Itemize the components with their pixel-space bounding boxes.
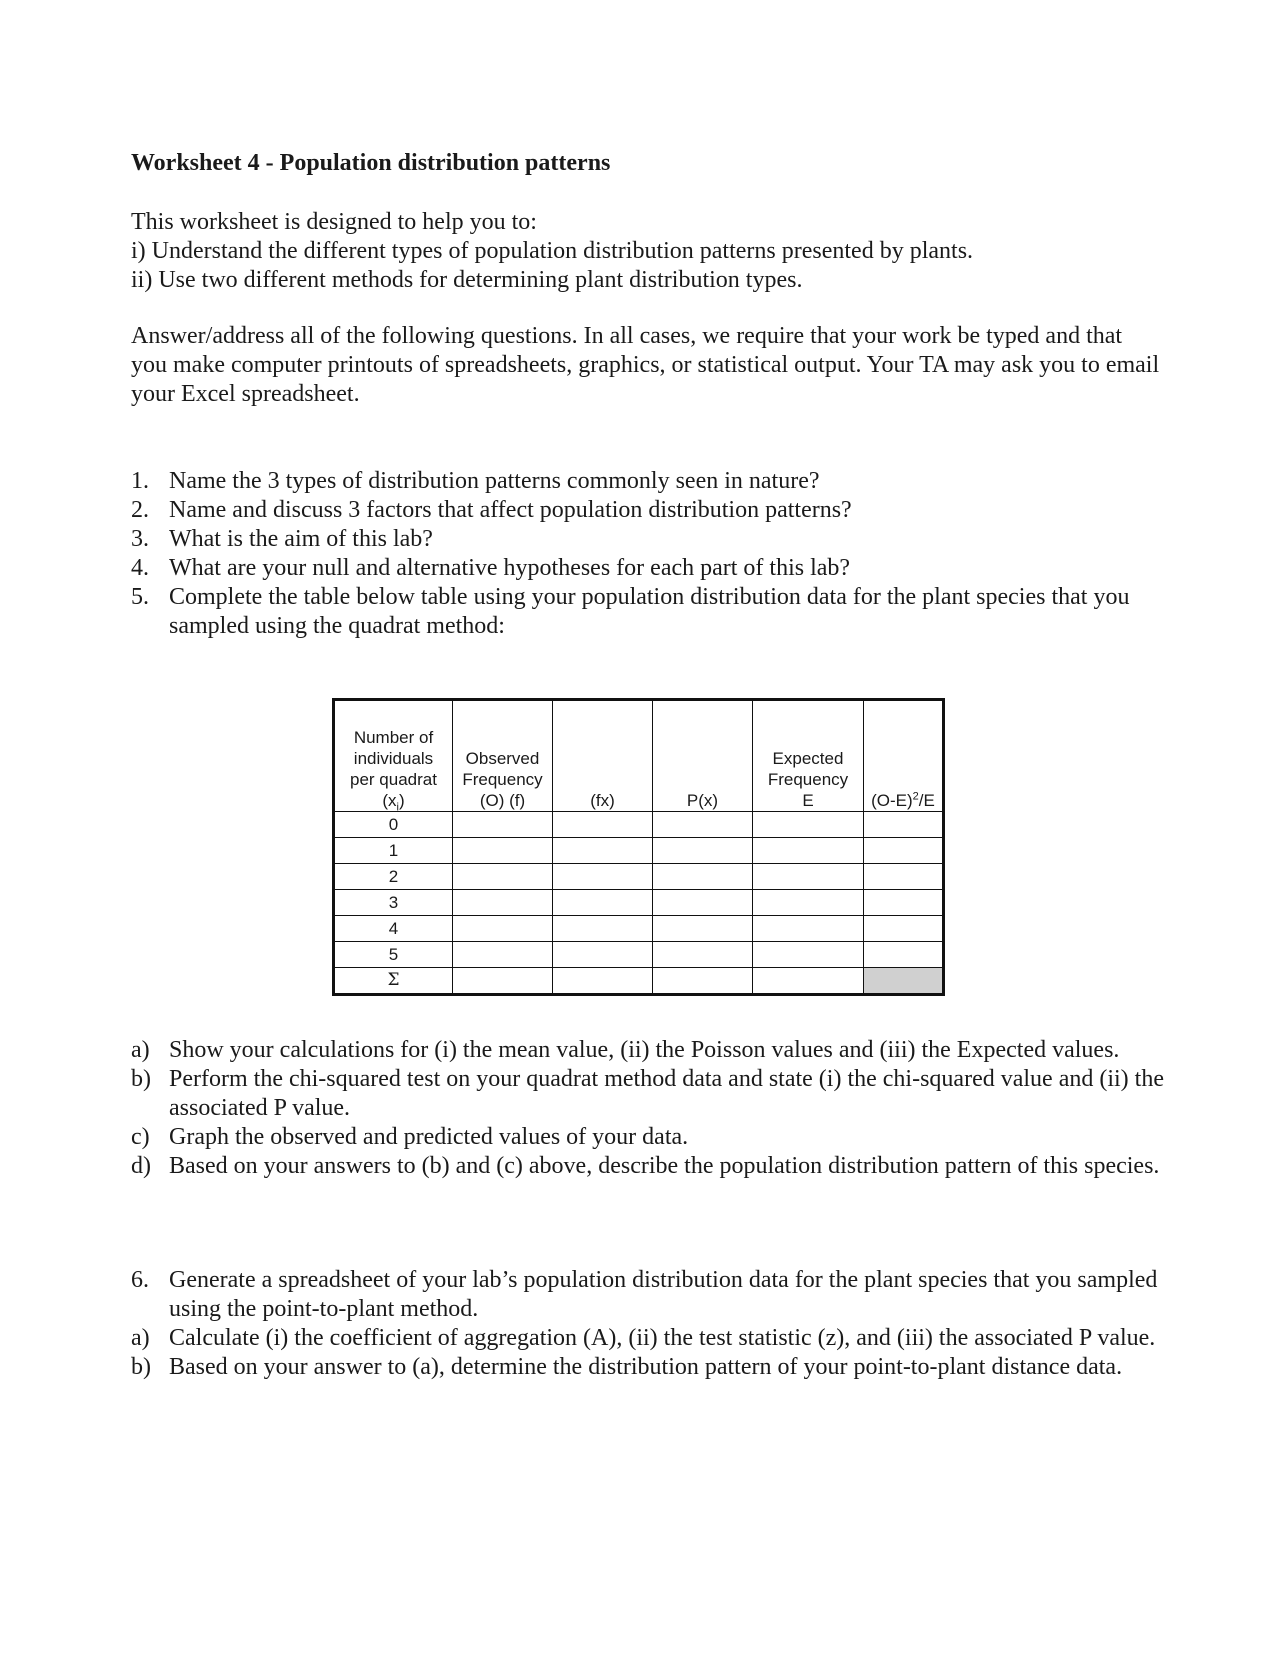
table-row <box>334 942 944 968</box>
header-text: (O-E) <box>871 791 913 810</box>
empty-cell <box>753 968 864 995</box>
empty-cell <box>553 838 653 864</box>
item-text: Show your calculations for (i) the mean value, (ii) the Poisson values and (iii) the Expected values. <box>169 1037 1120 1063</box>
empty-cell <box>553 916 653 942</box>
header-line: E <box>802 791 814 810</box>
question-list <box>131 467 1171 641</box>
question-6-list <box>131 1266 1171 1382</box>
item-text: Generate a spreadsheet of your lab’s population distribution data for the plant species that you sampled using the point-to-plant method. <box>169 1267 1158 1322</box>
intro-line: This worksheet is designed to help you to: <box>131 209 537 235</box>
item-letter: c) <box>131 1124 150 1150</box>
row-label: 1 <box>334 838 453 864</box>
empty-cell <box>453 890 553 916</box>
table-row <box>334 812 944 838</box>
item-letter: b) <box>131 1354 151 1380</box>
item-text: Complete the table below table using your population distribution data for the plant species that you sampled using the quadrat method: <box>169 584 1130 639</box>
item-number: 2. <box>131 497 149 523</box>
table-row <box>334 916 944 942</box>
empty-cell <box>753 942 864 968</box>
item-text: Perform the chi-squared test on your quadrat method data and state (i) the chi-squared value and (ii) the associated P value. <box>169 1066 1164 1121</box>
header-line: Observed <box>465 749 540 768</box>
empty-cell <box>864 838 944 864</box>
empty-cell <box>753 890 864 916</box>
header-number-of-individuals <box>334 700 453 812</box>
header-symbol-close: ) <box>398 791 405 810</box>
table-row <box>334 838 944 864</box>
empty-cell <box>453 916 553 942</box>
empty-cell <box>864 942 944 968</box>
empty-cell <box>553 864 653 890</box>
header-chi-component <box>864 700 944 812</box>
empty-cell <box>653 890 753 916</box>
list-item <box>131 1065 1171 1123</box>
shaded-cell <box>864 968 944 995</box>
intro-paragraph <box>131 208 1161 295</box>
row-label: 0 <box>334 812 453 838</box>
empty-cell <box>653 812 753 838</box>
table-header-row <box>334 700 944 812</box>
page-title: Worksheet 4 - Population distribution patterns <box>131 150 611 176</box>
empty-cell <box>453 864 553 890</box>
item-letter: d) <box>131 1153 151 1179</box>
item-text: Calculate (i) the coefficient of aggregation (A), (ii) the test statistic (z), and (iii) the associated P value. <box>169 1325 1156 1351</box>
header-expected-frequency <box>753 700 864 812</box>
empty-cell <box>553 890 653 916</box>
row-label: 5 <box>334 942 453 968</box>
empty-cell <box>753 838 864 864</box>
empty-cell <box>553 942 653 968</box>
header-line: per quadrat <box>350 770 437 789</box>
list-item <box>131 1152 1171 1181</box>
empty-cell <box>864 864 944 890</box>
header-line: Frequency <box>462 770 543 789</box>
item-text: Name and discuss 3 factors that affect population distribution patterns? <box>169 497 852 523</box>
header-line: individuals <box>353 749 434 768</box>
header-line: Number of <box>353 728 434 747</box>
header-subscript: i <box>396 801 399 814</box>
quadrat-data-table <box>332 698 945 996</box>
header-symbol: (x <box>382 791 397 810</box>
item-number: 4. <box>131 555 149 581</box>
row-label: 4 <box>334 916 453 942</box>
item-letter: b) <box>131 1066 151 1092</box>
header-line: Expected <box>772 749 844 768</box>
header-line: (O) (f) <box>479 791 526 810</box>
header-px: P(x) <box>653 700 753 812</box>
table-row <box>334 890 944 916</box>
item-number: 1. <box>131 468 149 494</box>
empty-cell <box>453 812 553 838</box>
intro-line: ii) Use two different methods for determining plant distribution types. <box>131 267 803 293</box>
item-letter: a) <box>131 1325 150 1351</box>
empty-cell <box>753 864 864 890</box>
item-text: What is the aim of this lab? <box>169 526 433 552</box>
empty-cell <box>653 916 753 942</box>
table-row-sum <box>334 968 944 995</box>
empty-cell <box>753 916 864 942</box>
empty-cell <box>753 812 864 838</box>
list-item <box>131 525 1171 554</box>
empty-cell <box>864 916 944 942</box>
item-number: 6. <box>131 1267 149 1293</box>
empty-cell <box>653 838 753 864</box>
item-number: 3. <box>131 526 149 552</box>
empty-cell <box>453 968 553 995</box>
header-text: /E <box>918 791 935 810</box>
list-item <box>131 583 1171 641</box>
empty-cell <box>653 968 753 995</box>
empty-cell <box>653 864 753 890</box>
empty-cell <box>553 968 653 995</box>
item-text: Based on your answers to (b) and (c) above, describe the population distribution pattern of this species. <box>169 1153 1160 1179</box>
item-letter: a) <box>131 1037 150 1063</box>
row-label-sigma: Σ <box>334 968 453 995</box>
list-item <box>131 1123 1171 1152</box>
header-fx: (fx) <box>553 700 653 812</box>
list-item <box>131 1324 1171 1353</box>
table-row <box>334 864 944 890</box>
instructions-paragraph: Answer/address all of the following questions. In all cases, we require that your work be typed and that you make computer printouts of spreadsheets, graphics, or statistical output. Your TA may ask you to email your Excel spreadsheet. <box>131 323 1160 407</box>
header-observed-frequency <box>453 700 553 812</box>
row-label: 2 <box>334 864 453 890</box>
item-text: Based on your answer to (a), determine the distribution pattern of your point-to-plant distance data. <box>169 1354 1123 1380</box>
list-item <box>131 1353 1171 1382</box>
list-item <box>131 1036 1171 1065</box>
empty-cell <box>653 942 753 968</box>
empty-cell <box>453 942 553 968</box>
empty-cell <box>553 812 653 838</box>
item-text: Name the 3 types of distribution patterns commonly seen in nature? <box>169 468 820 494</box>
list-item <box>131 496 1171 525</box>
list-item <box>131 1266 1171 1324</box>
list-item <box>131 467 1171 496</box>
intro-line: i) Understand the different types of population distribution patterns presented by plants. <box>131 238 974 264</box>
header-superscript: 2 <box>912 790 919 803</box>
header-line: Frequency <box>767 770 849 789</box>
header-line <box>337 790 450 814</box>
item-text: Graph the observed and predicted values of your data. <box>169 1124 689 1150</box>
item-number: 5. <box>131 584 149 610</box>
subquestion-list <box>131 1036 1171 1181</box>
empty-cell <box>864 890 944 916</box>
empty-cell <box>453 838 553 864</box>
row-label: 3 <box>334 890 453 916</box>
list-item <box>131 554 1171 583</box>
item-text: What are your null and alternative hypotheses for each part of this lab? <box>169 555 851 581</box>
empty-cell <box>864 812 944 838</box>
